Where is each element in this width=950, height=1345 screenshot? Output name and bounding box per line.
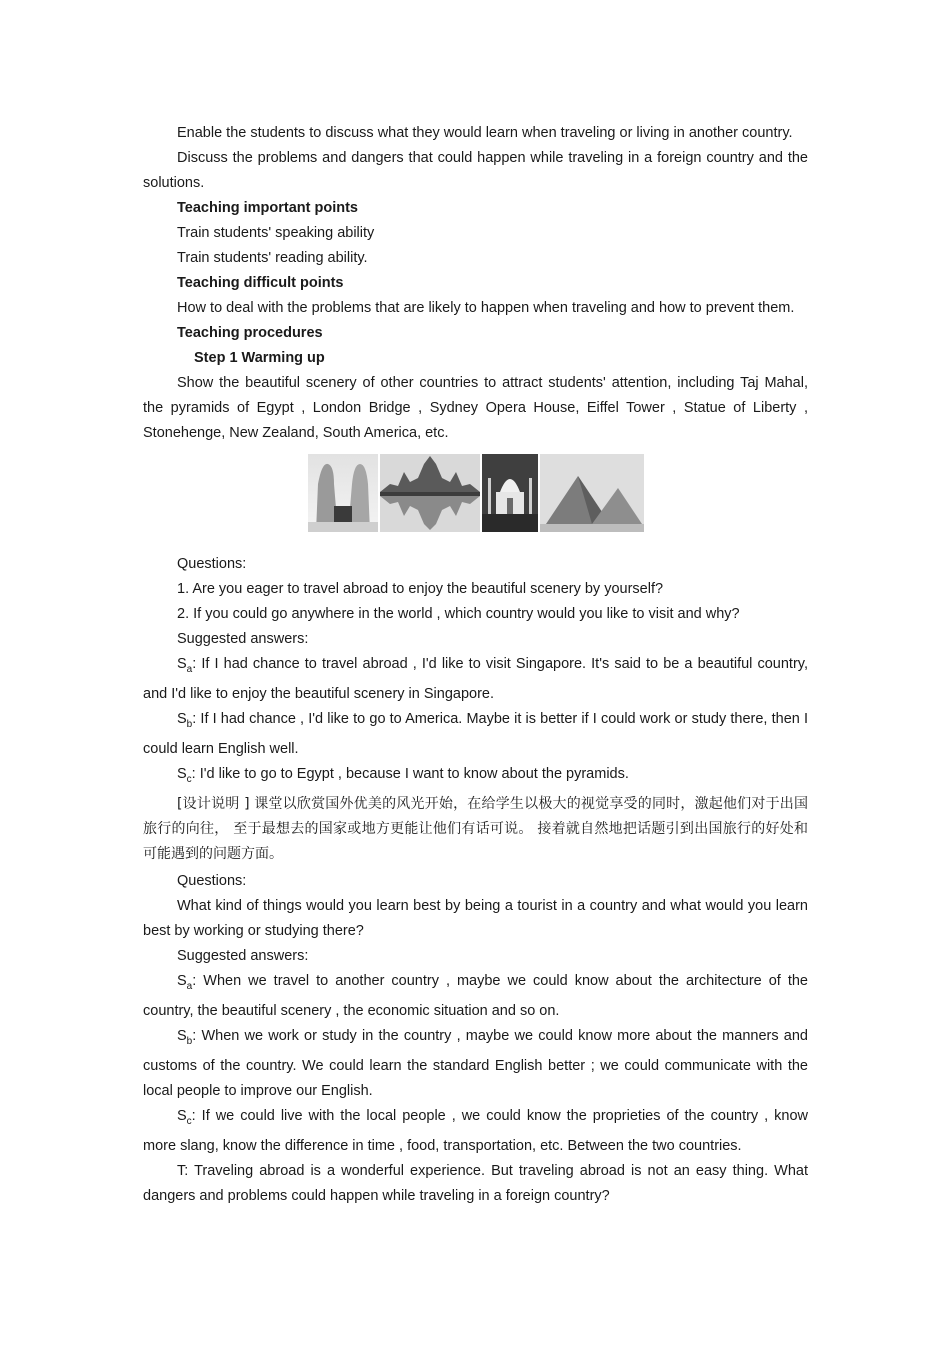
- monument-photo: [308, 454, 378, 532]
- speaker-letter: S: [177, 1108, 187, 1124]
- temple-reflection-photo: [380, 454, 480, 532]
- answer-sa: [143, 652, 808, 707]
- answer-sb: [143, 1024, 808, 1104]
- questions-label: Questions:: [177, 556, 247, 572]
- important-points-heading: Teaching important points: [177, 200, 358, 216]
- speaker-subscript: b: [186, 719, 193, 730]
- speaker-letter: S: [177, 973, 187, 989]
- difficult-points-heading: Teaching difficult points: [177, 275, 344, 291]
- question-1: 1. Are you eager to travel abroad to enjoy the beautiful scenery by yourself?: [177, 581, 664, 597]
- objective-paragraph-2: Discuss the problems and dangers that could happen while traveling in a foreign country and the solutions.: [143, 150, 808, 191]
- speaker-subscript: a: [186, 664, 193, 675]
- difficult-points-text: How to deal with the problems that are likely to happen when traveling and how to prevent them.: [177, 300, 795, 316]
- answer-text: : When we travel to another country , maybe we could know about the architecture of the country, the beautiful scenery , the economic situation and so on.: [143, 973, 808, 1019]
- answer-sa: [143, 969, 808, 1024]
- answer-sb: [143, 707, 808, 762]
- suggested-answers-label: Suggested answers:: [177, 631, 309, 647]
- question-tourist-vs-working: What kind of things would you learn best by being a tourist in a country and what would you learn best by working or studying there?: [143, 898, 808, 939]
- important-point-item: Train students' speaking ability: [177, 225, 375, 241]
- lesson-plan-content: [143, 121, 808, 1209]
- procedures-heading: Teaching procedures: [177, 325, 323, 341]
- warming-up-intro: Show the beautiful scenery of other countries to attract students' attention, including Taj Mahal, the pyramids of Egypt , London Bridge , Sydney Opera House, Eiffel Tower , Statue of Liberty , Stonehenge, New Zealand, South America, etc.: [143, 375, 808, 441]
- speaker-subscript: c: [186, 1116, 192, 1127]
- answer-sc: [143, 762, 808, 792]
- speaker-letter: S: [177, 766, 187, 782]
- speaker-letter: S: [177, 1028, 187, 1044]
- questions-label: Questions:: [177, 873, 247, 889]
- speaker-subscript: a: [186, 981, 193, 992]
- answer-text: : If I had chance , I'd like to go to America. Maybe it is better if I could work or study there, then I could learn English well.: [143, 711, 808, 757]
- taj-mahal-photo: [482, 454, 538, 532]
- design-note: [设计说明 ] 课堂以欣赏国外优美的风光开始，在给学生以极大的视觉享受的同时，激起他们对于出国旅行的向往， 至于最想去的国家或地方更能让他们有话可说。 接着就自然地把话题引到出国旅行的好处和可能遇到的问题方面。: [143, 796, 808, 862]
- speaker-letter: S: [177, 711, 187, 727]
- objective-paragraph-1: Enable the students to discuss what they would learn when traveling or living in another country.: [177, 125, 793, 141]
- teacher-remark: T: Traveling abroad is a wonderful experience. But traveling abroad is not an easy thing. What dangers and problems could happen while traveling in a foreign country?: [143, 1163, 808, 1204]
- answer-text: : If we could live with the local people , we could know the proprieties of the country , know more slang, know the difference in time , food, transportation, etc. Between the two countries.: [143, 1108, 808, 1154]
- important-point-item: Train students' reading ability.: [177, 250, 368, 266]
- scenery-photo-strip: [143, 454, 808, 532]
- pyramids-photo: [540, 454, 644, 532]
- question-2: 2. If you could go anywhere in the world , which country would you like to visit and why?: [177, 606, 740, 622]
- answer-text: : When we work or study in the country , maybe we could know more about the manners and customs of the country. We could learn the standard English better ; we could communicate with the local people to improve our English.: [143, 1028, 808, 1099]
- answer-sc: [143, 1104, 808, 1159]
- answer-text: : If I had chance to travel abroad , I'd like to visit Singapore. It's said to be a beautiful country, and I'd like to enjoy the beautiful scenery in Singapore.: [143, 656, 808, 702]
- speaker-letter: S: [177, 656, 187, 672]
- step1-heading: Step 1 Warming up: [194, 350, 325, 366]
- speaker-subscript: c: [186, 774, 192, 785]
- answer-text: : I'd like to go to Egypt , because I want to know about the pyramids.: [191, 766, 629, 782]
- suggested-answers-label: Suggested answers:: [177, 948, 309, 964]
- speaker-subscript: b: [186, 1036, 193, 1047]
